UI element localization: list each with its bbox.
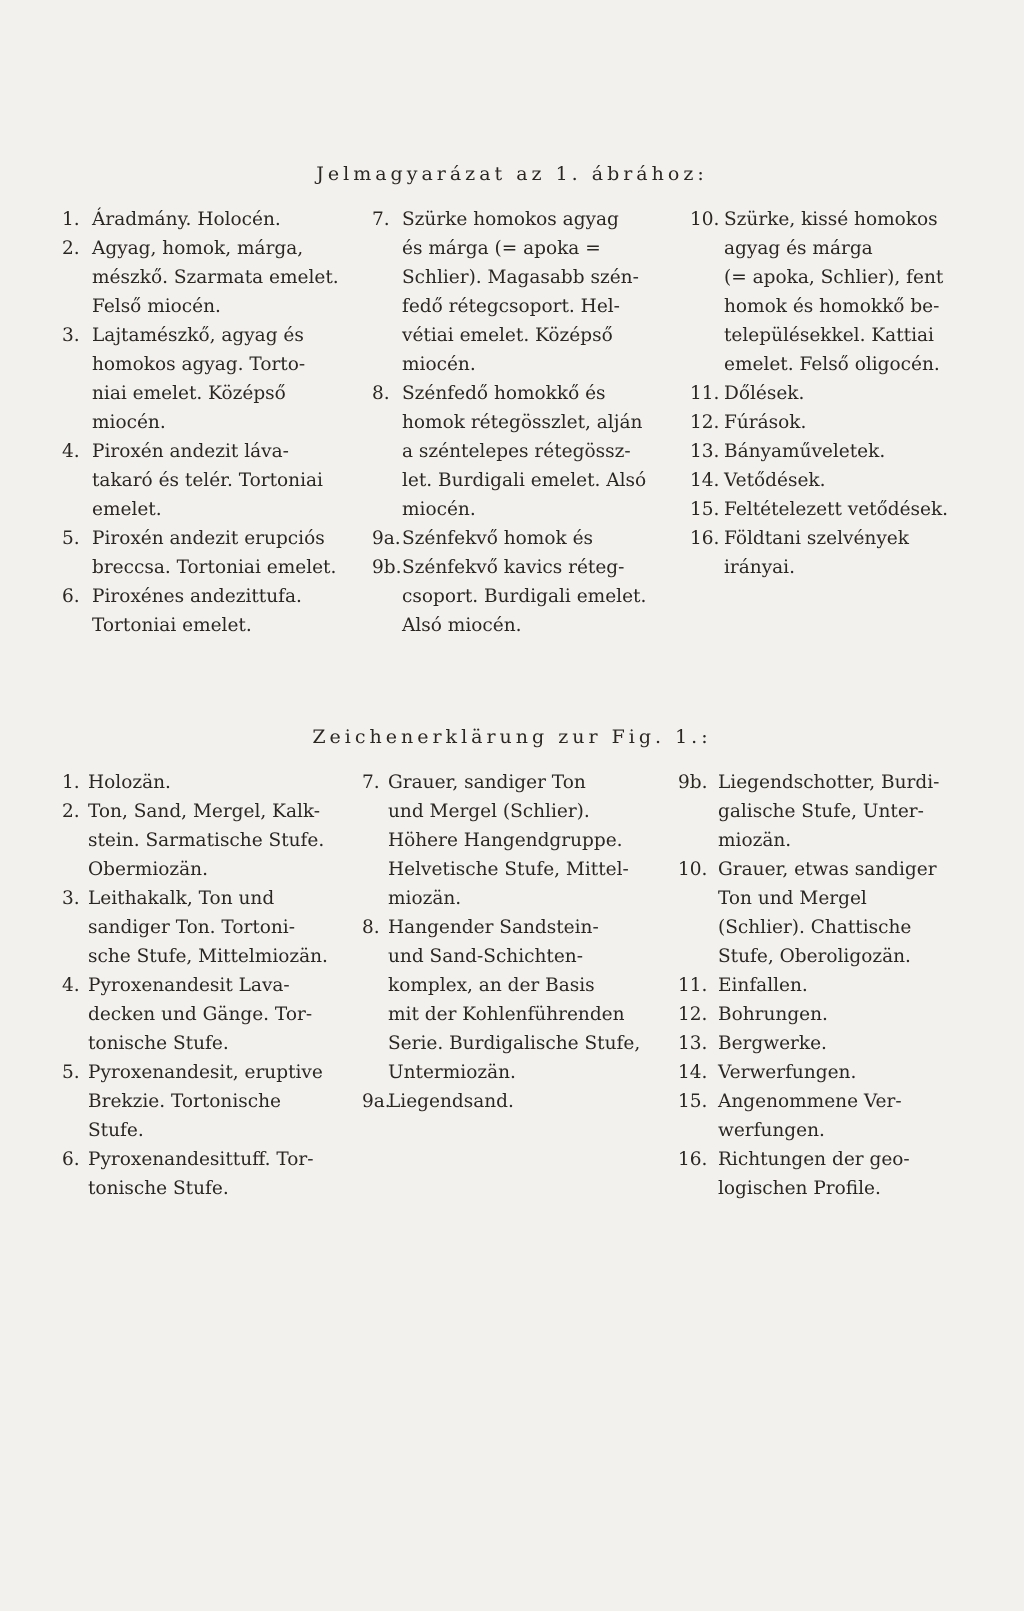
legend-item: [62, 768, 350, 797]
legend-column-hu-3: [690, 205, 966, 582]
legend-item-line: Szürke, kissé homokos: [724, 209, 938, 230]
legend-item-line: Brekzie. Tortonische: [88, 1091, 281, 1112]
legend-item-number: 7.: [362, 772, 380, 793]
legend-item: [690, 524, 966, 582]
legend-item-number: 9b.: [372, 557, 402, 578]
legend-item-line: emelet. Felső oligocén.: [724, 354, 940, 375]
legend-item-number: 10.: [678, 859, 708, 880]
legend-item-line: stein. Sarmatische Stufe.: [88, 830, 325, 851]
legend-item-text: [92, 234, 342, 321]
legend-item-number: 8.: [362, 917, 380, 938]
legend-item-number: 6.: [62, 586, 80, 607]
legend-item-number: 10.: [690, 209, 720, 230]
legend-item: [62, 524, 342, 582]
legend-item-line: mit der Kohlenführenden: [388, 1004, 625, 1025]
legend-item: [678, 1087, 968, 1145]
legend-item-line: Piroxén andezit láva-: [92, 441, 289, 462]
legend-column-hu-1: [62, 205, 342, 640]
legend-item-line: Szénfekvő homok és: [402, 528, 594, 549]
legend-item-text: [402, 379, 654, 524]
legend-column-de-2: [362, 768, 654, 1116]
legend-item-number: 11.: [690, 383, 720, 404]
legend-item-line: Bergwerke.: [718, 1033, 827, 1054]
legend-item-number: 1.: [62, 209, 80, 230]
legend-item-line: Holozän.: [88, 772, 171, 793]
legend-item: [62, 1145, 350, 1203]
legend-item-line: Piroxén andezit erupciós: [92, 528, 325, 549]
legend-item-number: 14.: [690, 470, 720, 491]
legend-item-number: 8.: [372, 383, 390, 404]
legend-item-line: decken und Gänge. Tor-: [88, 1004, 313, 1025]
legend-item-line: miozän.: [718, 830, 792, 851]
legend-item-line: Lajtamészkő, agyag és: [92, 325, 304, 346]
legend-item: [362, 768, 654, 913]
legend-item-text: [88, 1058, 350, 1145]
legend-item-text: [724, 495, 966, 524]
legend-item-number: 9a.: [372, 528, 401, 549]
legend-item-number: 13.: [678, 1033, 708, 1054]
legend-item-line: Bányaműveletek.: [724, 441, 886, 462]
legend-item: [62, 582, 342, 640]
legend-item-line: miocén.: [402, 499, 476, 520]
legend-item-text: [388, 1087, 654, 1116]
legend-item-line: Felső miocén.: [92, 296, 221, 317]
legend-item-text: [718, 1058, 968, 1087]
legend-item: [372, 379, 654, 524]
legend-item-line: homokos agyag. Torto-: [92, 354, 306, 375]
legend-item: [678, 1029, 968, 1058]
legend-item: [362, 1087, 654, 1116]
legend-item-line: Richtungen der geo-: [718, 1149, 910, 1170]
legend-item-line: und Sand-Schichten-: [388, 946, 583, 967]
legend-item-line: Pyroxenandesit, eruptive: [88, 1062, 323, 1083]
legend-item-line: Ton, Sand, Mergel, Kalk-: [88, 801, 321, 822]
legend-item-number: 2.: [62, 238, 80, 259]
legend-item-line: vétiai emelet. Középső: [402, 325, 613, 346]
legend-item-number: 1.: [62, 772, 80, 793]
legend-item-text: [724, 466, 966, 495]
legend-item-text: [724, 205, 966, 379]
legend-item-number: 14.: [678, 1062, 708, 1083]
legend-item-line: Helvetische Stufe, Mittel-: [388, 859, 629, 880]
legend-item-line: Földtani szelvények: [724, 528, 909, 549]
legend-item-text: [92, 582, 342, 640]
legend-item-line: Stufe, Oberoligozän.: [718, 946, 911, 967]
legend-item: [372, 205, 654, 379]
legend-column-de-3: [678, 768, 968, 1203]
legend-item-number: 13.: [690, 441, 720, 462]
legend-item-line: Feltételezett vetődések.: [724, 499, 949, 520]
legend-item-line: logischen Profile.: [718, 1178, 881, 1199]
legend-item-text: [718, 971, 968, 1000]
legend-item-line: let. Burdigali emelet. Alsó: [402, 470, 647, 491]
legend-item-text: [718, 768, 968, 855]
legend-item-line: Szénfekvő kavics réteg-: [402, 557, 625, 578]
legend-item-line: galische Stufe, Unter-: [718, 801, 924, 822]
legend-item-text: [718, 855, 968, 971]
legend-item-number: 12.: [678, 1004, 708, 1025]
legend-item-line: Agyag, homok, márga,: [92, 238, 304, 259]
legend-item-number: 16.: [678, 1149, 708, 1170]
legend-item-text: [718, 1087, 968, 1145]
legend-item: [678, 855, 968, 971]
legend-item: [690, 408, 966, 437]
legend-item-number: 3.: [62, 325, 80, 346]
legend-item-line: und Mergel (Schlier).: [388, 801, 590, 822]
legend-item-line: Angenommene Ver-: [718, 1091, 902, 1112]
legend-item-number: 9b.: [678, 772, 708, 793]
legend-item-line: werfungen.: [718, 1120, 825, 1141]
legend-item-number: 15.: [690, 499, 720, 520]
legend-item-text: [724, 524, 966, 582]
legend-item-text: [724, 437, 966, 466]
legend-item-line: Leithakalk, Ton und: [88, 888, 275, 909]
legend-item-line: Grauer, sandiger Ton: [388, 772, 586, 793]
legend-item-number: 6.: [62, 1149, 80, 1170]
legend-item-text: [92, 437, 342, 524]
legend-item-line: miocén.: [92, 412, 166, 433]
legend-item-line: komplex, an der Basis: [388, 975, 595, 996]
legend-item-line: miozän.: [388, 888, 462, 909]
legend-item-line: csoport. Burdigali emelet.: [402, 586, 647, 607]
legend-item-text: [88, 797, 350, 884]
legend-item-text: [88, 768, 350, 797]
legend-item-line: takaró és telér. Tortoniai: [92, 470, 323, 491]
legend-item-line: településekkel. Kattiai: [724, 325, 934, 346]
legend-item-line: niai emelet. Középső: [92, 383, 286, 404]
legend-item-line: tonische Stufe.: [88, 1033, 229, 1054]
legend-item-line: fedő rétegcsoport. Hel-: [402, 296, 620, 317]
legend-item-line: sche Stufe, Mittelmiozän.: [88, 946, 328, 967]
legend-item-line: Obermiozän.: [88, 859, 208, 880]
legend-item: [62, 1058, 350, 1145]
legend-item-line: sandiger Ton. Tortoni-: [88, 917, 295, 938]
legend-item-text: [724, 379, 966, 408]
legend-item-text: [388, 913, 654, 1087]
legend-item: [678, 768, 968, 855]
legend-item-text: [92, 524, 342, 582]
legend-item-number: 9a.: [362, 1091, 391, 1112]
legend-item: [362, 913, 654, 1087]
legend-item-line: és márga (= apoka =: [402, 238, 601, 259]
legend-item-line: Áradmány. Holocén.: [92, 209, 281, 230]
legend-item: [372, 524, 654, 553]
legend-item-line: Pyroxenandesit Lava-: [88, 975, 290, 996]
legend-item-number: 7.: [372, 209, 390, 230]
legend-item-line: Einfallen.: [718, 975, 808, 996]
legend-item-line: breccsa. Tortoniai emelet.: [92, 557, 337, 578]
legend-item: [372, 553, 654, 640]
legend-item-line: mészkő. Szarmata emelet.: [92, 267, 339, 288]
legend-item-line: (Schlier). Chattische: [718, 917, 912, 938]
legend-item-text: [388, 768, 654, 913]
legend-item-number: 2.: [62, 801, 80, 822]
legend-item-line: Szürke homokos agyag: [402, 209, 619, 230]
legend-item-number: 16.: [690, 528, 720, 549]
legend-item-line: a széntelepes rétegössz-: [402, 441, 631, 462]
legend-item-line: Pyroxenandesittuff. Tor-: [88, 1149, 314, 1170]
legend-item: [62, 205, 342, 234]
legend-item-number: 5.: [62, 1062, 80, 1083]
legend-item-line: Alsó miocén.: [402, 615, 522, 636]
legend-item-text: [88, 971, 350, 1058]
legend-item: [678, 971, 968, 1000]
legend-item: [62, 234, 342, 321]
legend-item-line: agyag és márga: [724, 238, 873, 259]
legend-item-text: [718, 1029, 968, 1058]
legend-item-line: Ton und Mergel: [718, 888, 867, 909]
legend-item-number: 3.: [62, 888, 80, 909]
legend-item-line: Vetődések.: [724, 470, 826, 491]
legend-item-text: [92, 205, 342, 234]
legend-item-line: Szénfedő homokkő és: [402, 383, 606, 404]
legend-item-line: Verwerfungen.: [718, 1062, 857, 1083]
legend-item-line: Liegendschotter, Burdi-: [718, 772, 940, 793]
legend-item-line: Fúrások.: [724, 412, 807, 433]
legend-item-line: Tortoniai emelet.: [92, 615, 252, 636]
legend-item: [690, 437, 966, 466]
legend-column-de-1: [62, 768, 350, 1203]
legend-item-line: irányai.: [724, 557, 795, 578]
legend-item-text: [724, 408, 966, 437]
legend-item-line: emelet.: [92, 499, 162, 520]
legend-item-text: [88, 884, 350, 971]
legend-item-text: [88, 1145, 350, 1203]
legend-item-line: Hangender Sandstein-: [388, 917, 599, 938]
legend-item-line: Untermiozän.: [388, 1062, 516, 1083]
legend-item: [690, 205, 966, 379]
legend-item-line: Stufe.: [88, 1120, 144, 1141]
legend-title-german: Zeichenerklärung zur Fig. 1.:: [312, 726, 712, 748]
legend-item-line: (= apoka, Schlier), fent: [724, 267, 944, 288]
legend-item-line: Dőlések.: [724, 383, 805, 404]
legend-item: [690, 379, 966, 408]
legend-item-text: [718, 1000, 968, 1029]
legend-item-line: Schlier). Magasabb szén-: [402, 267, 639, 288]
legend-item: [62, 321, 342, 437]
legend-item-line: Serie. Burdigalische Stufe,: [388, 1033, 641, 1054]
legend-item-line: Piroxénes andezittufa.: [92, 586, 302, 607]
legend-item-line: Bohrungen.: [718, 1004, 828, 1025]
legend-item: [678, 1000, 968, 1029]
legend-item: [62, 884, 350, 971]
legend-item: [690, 466, 966, 495]
legend-item-number: 5.: [62, 528, 80, 549]
legend-item: [678, 1145, 968, 1203]
legend-item: [690, 495, 966, 524]
legend-column-hu-2: [372, 205, 654, 640]
legend-item-text: [718, 1145, 968, 1203]
legend-item: [62, 437, 342, 524]
legend-item-line: miocén.: [402, 354, 476, 375]
legend-item-number: 12.: [690, 412, 720, 433]
legend-item: [62, 797, 350, 884]
legend-title-hungarian: Jelmagyarázat az 1. ábrához:: [316, 163, 708, 185]
legend-item-text: [402, 553, 654, 640]
legend-item-text: [402, 205, 654, 379]
legend-item-line: homok és homokkő be-: [724, 296, 940, 317]
legend-item-number: 15.: [678, 1091, 708, 1112]
legend-item-text: [402, 524, 654, 553]
legend-item-number: 11.: [678, 975, 708, 996]
legend-item-line: Liegendsand.: [388, 1091, 514, 1112]
legend-item-line: tonische Stufe.: [88, 1178, 229, 1199]
legend-item-text: [92, 321, 342, 437]
legend-item-number: 4.: [62, 975, 80, 996]
legend-item-line: homok rétegösszlet, alján: [402, 412, 643, 433]
legend-item: [678, 1058, 968, 1087]
legend-item-number: 4.: [62, 441, 80, 462]
legend-item: [62, 971, 350, 1058]
legend-item-line: Höhere Hangendgruppe.: [388, 830, 623, 851]
legend-item-line: Grauer, etwas sandiger: [718, 859, 937, 880]
